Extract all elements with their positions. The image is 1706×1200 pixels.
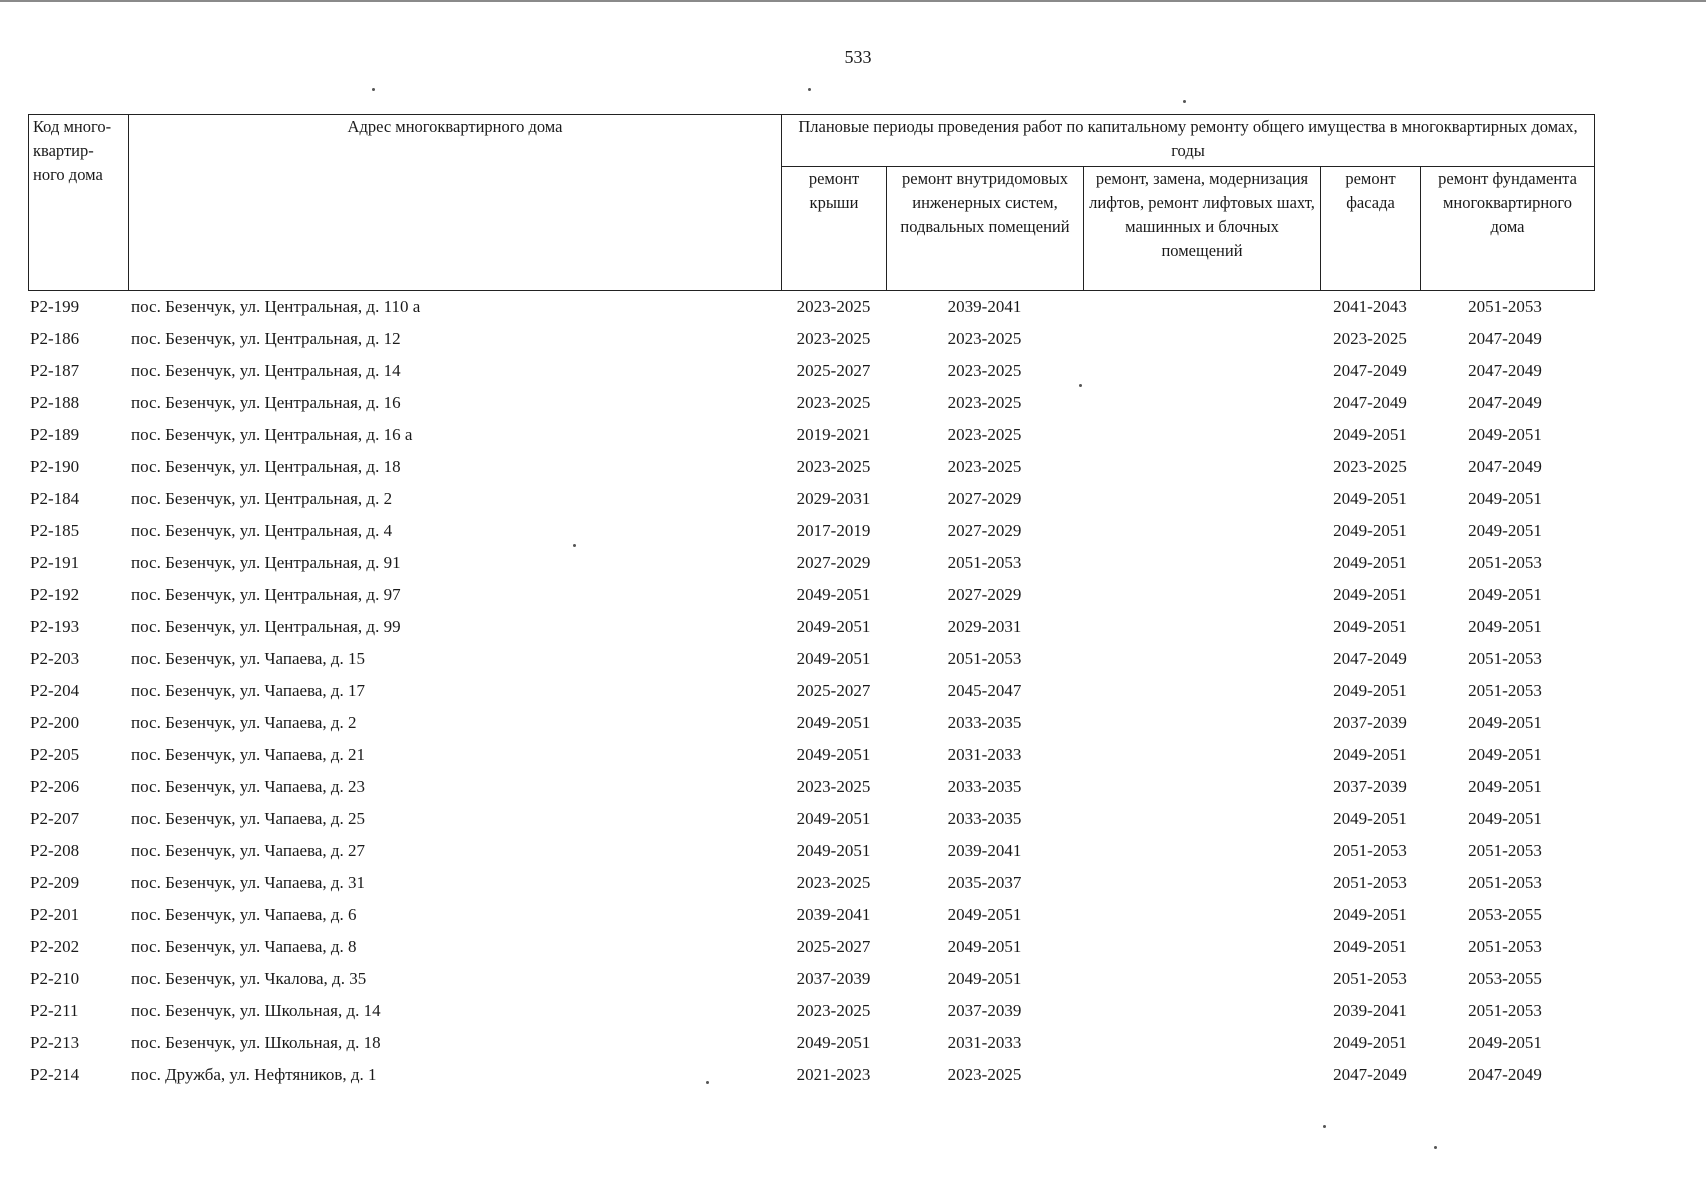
cell-engineering: 2049-2051 xyxy=(947,969,1022,988)
cell-address: пос. Безенчук, ул. Чапаева, д. 8 xyxy=(131,937,357,956)
cell-engineering: 2039-2041 xyxy=(947,841,1022,860)
cell-roof: 2023-2025 xyxy=(796,457,871,476)
cell-code: Р2-190 xyxy=(30,457,80,476)
cell-code: Р2-189 xyxy=(30,425,80,444)
cell-engineering: 2045-2047 xyxy=(947,681,1022,700)
cell-code: Р2-192 xyxy=(30,585,80,604)
header-periods-group: Плановые периоды проведения работ по капитальному ремонту общего имущества в многоквартирных домах, годы xyxy=(782,115,1595,167)
cell-roof: 2025-2027 xyxy=(796,937,871,956)
cell-foundation: 2047-2049 xyxy=(1468,361,1542,380)
cell-code: Р2-210 xyxy=(30,969,80,988)
cell-address: пос. Безенчук, ул. Центральная, д. 91 xyxy=(131,553,401,572)
cell-foundation: 2051-2053 xyxy=(1468,1001,1542,1020)
cell-address: пос. Безенчук, ул. Чапаева, д. 2 xyxy=(131,713,357,732)
cell-code: Р2-193 xyxy=(30,617,80,636)
cell-facade: 2049-2051 xyxy=(1333,521,1407,540)
cell-roof: 2049-2051 xyxy=(796,585,871,604)
table-row xyxy=(28,739,1594,771)
scan-speck xyxy=(1323,1125,1326,1128)
cell-facade: 2039-2041 xyxy=(1333,1001,1407,1020)
cell-code: Р2-206 xyxy=(30,777,80,796)
cell-foundation: 2049-2051 xyxy=(1468,745,1542,764)
cell-foundation: 2051-2053 xyxy=(1468,649,1542,668)
cell-address: пос. Безенчук, ул. Центральная, д. 4 xyxy=(131,521,393,540)
cell-address: пос. Безенчук, ул. Чкалова, д. 35 xyxy=(131,969,367,988)
cell-facade: 2047-2049 xyxy=(1333,1065,1407,1084)
cell-roof: 2019-2021 xyxy=(796,425,871,444)
cell-facade: 2047-2049 xyxy=(1333,361,1407,380)
cell-code: Р2-209 xyxy=(30,873,80,892)
cell-foundation: 2049-2051 xyxy=(1468,809,1542,828)
cell-roof: 2049-2051 xyxy=(796,1033,871,1052)
header-lifts: ремонт, замена, модернизация лифтов, ремонт лифтовых шахт, машинных и блочных помещений xyxy=(1084,167,1321,291)
cell-facade: 2049-2051 xyxy=(1333,617,1407,636)
cell-facade: 2037-2039 xyxy=(1333,777,1407,796)
table-row xyxy=(28,547,1594,579)
cell-engineering: 2029-2031 xyxy=(947,617,1022,636)
cell-roof: 2025-2027 xyxy=(796,681,871,700)
cell-roof: 2029-2031 xyxy=(796,489,871,508)
cell-foundation: 2049-2051 xyxy=(1468,1033,1542,1052)
cell-address: пос. Безенчук, ул. Центральная, д. 14 xyxy=(131,361,401,380)
table-row xyxy=(28,995,1594,1027)
cell-engineering: 2031-2033 xyxy=(947,1033,1022,1052)
cell-roof: 2023-2025 xyxy=(796,297,871,316)
cell-engineering: 2033-2035 xyxy=(947,713,1022,732)
cell-facade: 2047-2049 xyxy=(1333,393,1407,412)
cell-foundation: 2049-2051 xyxy=(1468,489,1542,508)
table-row xyxy=(28,355,1594,387)
cell-facade: 2049-2051 xyxy=(1333,937,1407,956)
cell-engineering: 2039-2041 xyxy=(947,297,1022,316)
cell-code: Р2-185 xyxy=(30,521,80,540)
cell-address: пос. Безенчук, ул. Центральная, д. 16 а xyxy=(131,425,413,444)
cell-facade: 2049-2051 xyxy=(1333,585,1407,604)
cell-foundation: 2049-2051 xyxy=(1468,425,1542,444)
cell-foundation: 2047-2049 xyxy=(1468,457,1542,476)
cell-engineering: 2051-2053 xyxy=(947,553,1022,572)
table-row xyxy=(28,515,1594,547)
cell-foundation: 2051-2053 xyxy=(1468,841,1542,860)
cell-facade: 2049-2051 xyxy=(1333,745,1407,764)
cell-engineering: 2023-2025 xyxy=(947,425,1022,444)
cell-roof: 2021-2023 xyxy=(796,1065,871,1084)
cell-foundation: 2047-2049 xyxy=(1468,1065,1542,1084)
cell-code: Р2-191 xyxy=(30,553,80,572)
cell-facade: 2051-2053 xyxy=(1333,969,1407,988)
cell-engineering: 2023-2025 xyxy=(947,329,1022,348)
table-row xyxy=(28,291,1594,323)
cell-facade: 2051-2053 xyxy=(1333,841,1407,860)
cell-facade: 2047-2049 xyxy=(1333,649,1407,668)
cell-address: пос. Безенчук, ул. Центральная, д. 16 xyxy=(131,393,401,412)
scan-speck xyxy=(1079,384,1082,387)
cell-facade: 2049-2051 xyxy=(1333,1033,1407,1052)
cell-address: пос. Безенчук, ул. Чапаева, д. 27 xyxy=(131,841,366,860)
table-row xyxy=(28,771,1594,803)
cell-foundation: 2047-2049 xyxy=(1468,329,1542,348)
cell-code: Р2-203 xyxy=(30,649,80,668)
cell-engineering: 2023-2025 xyxy=(947,361,1022,380)
cell-roof: 2049-2051 xyxy=(796,713,871,732)
cell-facade: 2049-2051 xyxy=(1333,489,1407,508)
cell-foundation: 2047-2049 xyxy=(1468,393,1542,412)
cell-code: Р2-188 xyxy=(30,393,80,412)
cell-code: Р2-201 xyxy=(30,905,80,924)
cell-foundation: 2049-2051 xyxy=(1468,617,1542,636)
cell-roof: 2027-2029 xyxy=(796,553,871,572)
table-row xyxy=(28,1027,1594,1059)
cell-roof: 2023-2025 xyxy=(796,1001,871,1020)
cell-foundation: 2051-2053 xyxy=(1468,937,1542,956)
cell-code: Р2-184 xyxy=(30,489,80,508)
cell-roof: 2023-2025 xyxy=(796,873,871,892)
scan-speck xyxy=(808,88,811,91)
cell-facade: 2049-2051 xyxy=(1333,809,1407,828)
table-header xyxy=(28,114,1595,291)
cell-roof: 2039-2041 xyxy=(796,905,871,924)
cell-code: Р2-214 xyxy=(30,1065,80,1084)
cell-engineering: 2027-2029 xyxy=(947,585,1022,604)
cell-foundation: 2051-2053 xyxy=(1468,553,1542,572)
table-row xyxy=(28,963,1594,995)
cell-facade: 2049-2051 xyxy=(1333,425,1407,444)
cell-engineering: 2049-2051 xyxy=(947,937,1022,956)
cell-facade: 2023-2025 xyxy=(1333,457,1407,476)
cell-engineering: 2023-2025 xyxy=(947,457,1022,476)
table-row xyxy=(28,707,1594,739)
cell-foundation: 2049-2051 xyxy=(1468,585,1542,604)
cell-code: Р2-200 xyxy=(30,713,80,732)
cell-foundation: 2049-2051 xyxy=(1468,713,1542,732)
scan-speck xyxy=(1183,100,1186,103)
cell-code: Р2-207 xyxy=(30,809,80,828)
table-row xyxy=(28,1059,1594,1091)
cell-engineering: 2037-2039 xyxy=(947,1001,1022,1020)
header-foundation: ремонт фундамента многоквартирного дома xyxy=(1421,167,1595,291)
cell-code: Р2-187 xyxy=(30,361,80,380)
header-engineering: ремонт внутридомовых инженерных систем, подвальных помещений xyxy=(887,167,1084,291)
cell-address: пос. Безенчук, ул. Чапаева, д. 31 xyxy=(131,873,366,892)
cell-roof: 2049-2051 xyxy=(796,809,871,828)
cell-facade: 2023-2025 xyxy=(1333,329,1407,348)
cell-address: пос. Безенчук, ул. Чапаева, д. 25 xyxy=(131,809,366,828)
cell-roof: 2037-2039 xyxy=(796,969,871,988)
cell-foundation: 2053-2055 xyxy=(1468,969,1542,988)
cell-engineering: 2027-2029 xyxy=(947,489,1022,508)
cell-facade: 2041-2043 xyxy=(1333,297,1407,316)
cell-code: Р2-202 xyxy=(30,937,80,956)
table-row xyxy=(28,803,1594,835)
cell-facade: 2037-2039 xyxy=(1333,713,1407,732)
cell-address: пос. Безенчук, ул. Центральная, д. 110 а xyxy=(131,297,421,316)
cell-address: пос. Безенчук, ул. Школьная, д. 18 xyxy=(131,1033,381,1052)
cell-roof: 2025-2027 xyxy=(796,361,871,380)
cell-foundation: 2049-2051 xyxy=(1468,521,1542,540)
cell-address: пос. Безенчук, ул. Чапаева, д. 15 xyxy=(131,649,366,668)
table-row xyxy=(28,675,1594,707)
cell-roof: 2049-2051 xyxy=(796,841,871,860)
cell-foundation: 2051-2053 xyxy=(1468,297,1542,316)
table-row xyxy=(28,835,1594,867)
table-row xyxy=(28,611,1594,643)
cell-engineering: 2049-2051 xyxy=(947,905,1022,924)
cell-engineering: 2033-2035 xyxy=(947,777,1022,796)
cell-address: пос. Безенчук, ул. Центральная, д. 99 xyxy=(131,617,401,636)
cell-roof: 2049-2051 xyxy=(796,649,871,668)
cell-roof: 2023-2025 xyxy=(796,777,871,796)
table-row xyxy=(28,931,1594,963)
table-row xyxy=(28,899,1594,931)
cell-code: Р2-213 xyxy=(30,1033,80,1052)
table-row xyxy=(28,419,1594,451)
top-scan-edge xyxy=(0,0,1706,2)
cell-facade: 2051-2053 xyxy=(1333,873,1407,892)
cell-facade: 2049-2051 xyxy=(1333,681,1407,700)
scan-speck xyxy=(573,544,576,547)
header-facade: ремонт фасада xyxy=(1321,167,1421,291)
cell-engineering: 2031-2033 xyxy=(947,745,1022,764)
cell-code: Р2-204 xyxy=(30,681,80,700)
header-code: Код много-квартир-ного дома xyxy=(29,115,129,291)
cell-facade: 2049-2051 xyxy=(1333,905,1407,924)
table-row xyxy=(28,323,1594,355)
capital-repair-table xyxy=(28,114,1594,1091)
cell-engineering: 2051-2053 xyxy=(947,649,1022,668)
header-roof: ремонт крыши xyxy=(782,167,887,291)
table-row xyxy=(28,643,1594,675)
cell-address: пос. Безенчук, ул. Центральная, д. 2 xyxy=(131,489,393,508)
cell-code: Р2-186 xyxy=(30,329,80,348)
cell-foundation: 2049-2051 xyxy=(1468,777,1542,796)
cell-roof: 2017-2019 xyxy=(796,521,871,540)
scan-speck xyxy=(372,88,375,91)
cell-roof: 2049-2051 xyxy=(796,617,871,636)
cell-address: пос. Безенчук, ул. Центральная, д. 12 xyxy=(131,329,401,348)
cell-engineering: 2033-2035 xyxy=(947,809,1022,828)
cell-foundation: 2051-2053 xyxy=(1468,873,1542,892)
cell-code: Р2-205 xyxy=(30,745,80,764)
cell-engineering: 2023-2025 xyxy=(947,393,1022,412)
cell-address: пос. Безенчук, ул. Центральная, д. 18 xyxy=(131,457,401,476)
scan-speck xyxy=(1434,1146,1437,1149)
cell-code: Р2-199 xyxy=(30,297,80,316)
table-row xyxy=(28,483,1594,515)
cell-roof: 2023-2025 xyxy=(796,329,871,348)
cell-address: пос. Безенчук, ул. Чапаева, д. 17 xyxy=(131,681,366,700)
cell-engineering: 2023-2025 xyxy=(947,1065,1022,1084)
cell-code: Р2-208 xyxy=(30,841,80,860)
cell-address: пос. Безенчук, ул. Центральная, д. 97 xyxy=(131,585,401,604)
cell-address: пос. Безенчук, ул. Чапаева, д. 6 xyxy=(131,905,357,924)
cell-address: пос. Безенчук, ул. Школьная, д. 14 xyxy=(131,1001,381,1020)
cell-code: Р2-211 xyxy=(30,1001,79,1020)
table-row xyxy=(28,451,1594,483)
scan-speck xyxy=(706,1081,709,1084)
table-row xyxy=(28,867,1594,899)
cell-foundation: 2053-2055 xyxy=(1468,905,1542,924)
cell-address: пос. Безенчук, ул. Чапаева, д. 23 xyxy=(131,777,366,796)
table-row xyxy=(28,387,1594,419)
cell-facade: 2049-2051 xyxy=(1333,553,1407,572)
cell-engineering: 2027-2029 xyxy=(947,521,1022,540)
cell-address: пос. Безенчук, ул. Чапаева, д. 21 xyxy=(131,745,366,764)
table-body xyxy=(28,291,1594,1091)
cell-engineering: 2035-2037 xyxy=(947,873,1022,892)
table-row xyxy=(28,579,1594,611)
header-address: Адрес многоквартирного дома xyxy=(129,115,782,291)
cell-roof: 2049-2051 xyxy=(796,745,871,764)
cell-roof: 2023-2025 xyxy=(796,393,871,412)
cell-foundation: 2051-2053 xyxy=(1468,681,1542,700)
page-number: 533 xyxy=(844,47,872,67)
cell-address: пос. Дружба, ул. Нефтяников, д. 1 xyxy=(131,1065,377,1084)
